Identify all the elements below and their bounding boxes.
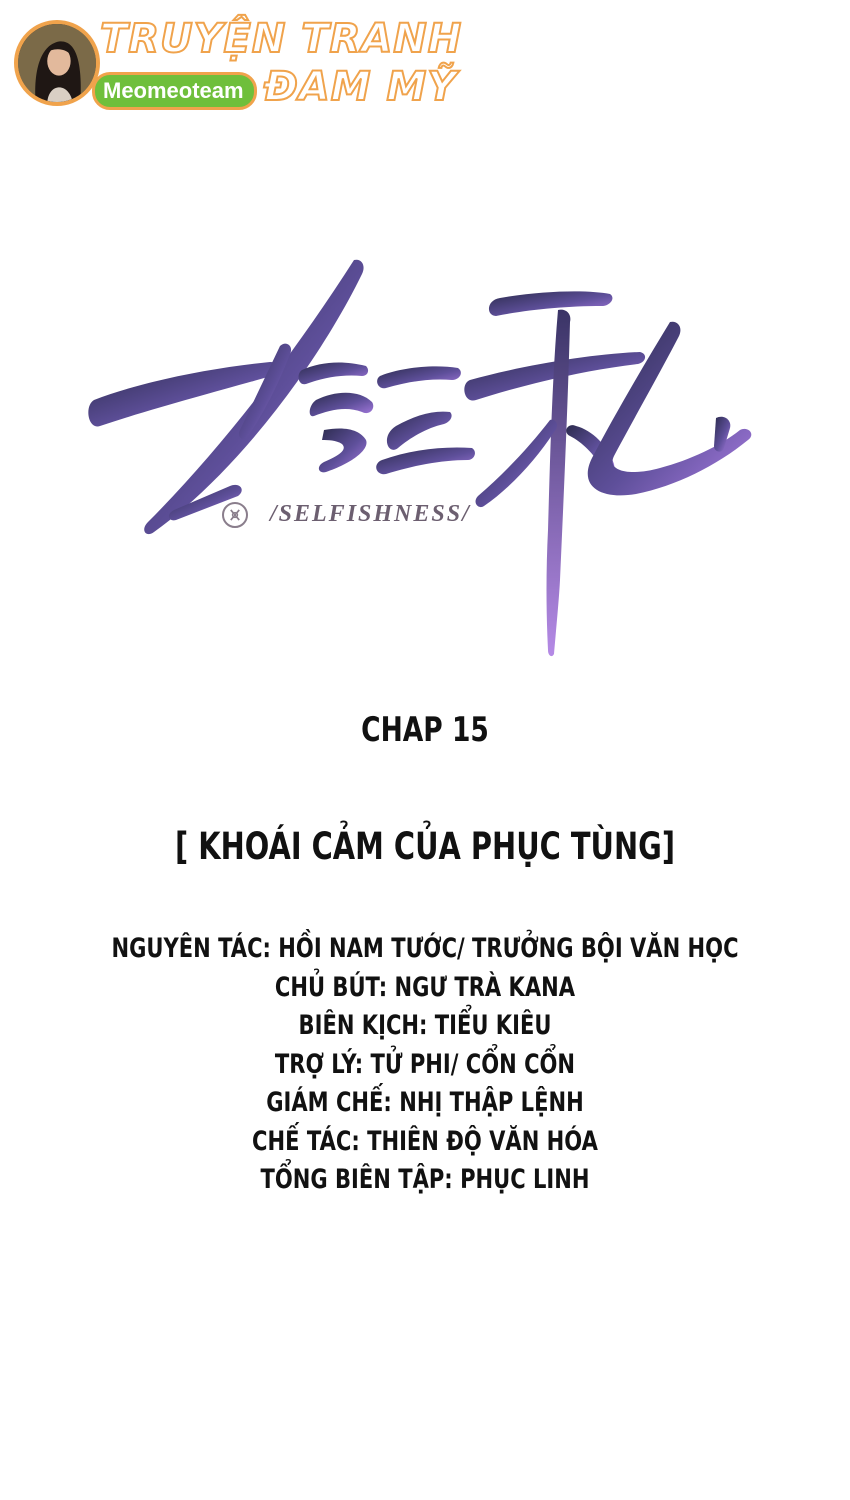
series-logo	[80, 250, 780, 660]
avatar-portrait-icon	[18, 24, 96, 102]
logo-subtitle: /SELFISHNESS/	[270, 501, 471, 527]
calligraphy-logo-icon	[80, 250, 780, 660]
seal-icon	[222, 502, 248, 528]
watermark-avatar	[14, 20, 100, 106]
watermark	[12, 14, 482, 114]
chapter-number: CHAP 15	[361, 710, 489, 750]
credit-production: CHẾ TÁC: THIÊN ĐỘ VĂN HÓA	[252, 1125, 598, 1157]
watermark-title-line1: TRUYỆN TRANH	[100, 16, 463, 62]
credit-lead-artist: CHỦ BÚT: NGƯ TRÀ KANA	[274, 971, 576, 1003]
credit-script: BIÊN KỊCH: TIỂU KIÊU	[298, 1010, 552, 1041]
logo-subtitle-row	[222, 498, 542, 538]
credit-supervisor: GIÁM CHẾ: NHỊ THẬP LỆNH	[266, 1087, 584, 1118]
credit-assistant: TRỢ LÝ: TỬ PHI/ CỔN CỔN	[274, 1048, 576, 1080]
watermark-badge: Meomeoteam	[92, 72, 257, 110]
credit-original-work: NGUYÊN TÁC: HỒI NAM TƯỚC/ TRƯỞNG BỘI VĂN HỌC	[111, 933, 739, 964]
watermark-title-line2: ĐAM MỸ	[264, 64, 458, 110]
chapter-title: [ KHOÁI CẢM CỦA PHỤC TÙNG]	[174, 825, 676, 868]
credits-list	[0, 930, 850, 1200]
credit-editor-in-chief: TỔNG BIÊN TẬP: PHỤC LINH	[260, 1164, 590, 1195]
